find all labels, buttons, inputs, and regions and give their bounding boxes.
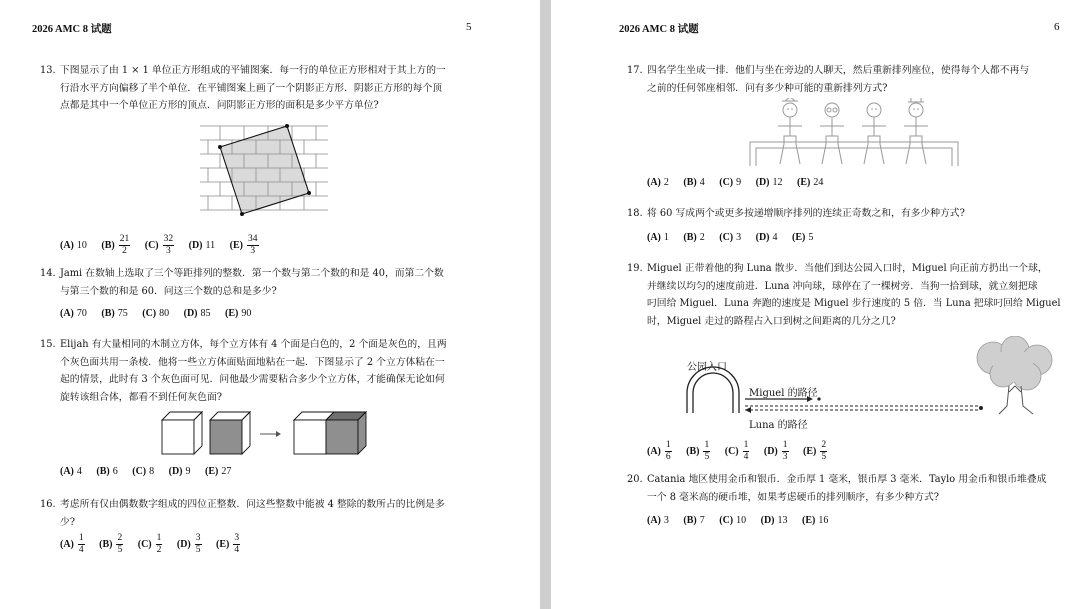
choice-d: (D) 12 [755, 177, 783, 188]
choice-b: (B) $\frac{21}{2}$ [101, 234, 130, 256]
choice-a: (A) 1 [647, 232, 669, 243]
question-18 [627, 205, 1067, 223]
question-text-line: 下图显示了由 1 × 1 单位正方形组成的平铺图案．每一行的单位正方形相对于其上方的一 [60, 65, 446, 76]
choice-e: (E) $\frac{3}{4}$ [216, 533, 240, 555]
question-text-line: 将 60 写成两个或更多按递增顺序排列的连续正奇数之和，有多少种方式? [647, 208, 965, 219]
fraction: $\frac{1}{2}$ [156, 533, 162, 555]
choice-b: (B) $\frac{1}{5}$ [686, 440, 710, 462]
fraction: $\frac{2}{5}$ [117, 533, 123, 555]
cubes-figure [158, 408, 373, 458]
question-14 [40, 265, 480, 300]
question-text-line: 行沿水平方向偏移了半个单位．在平铺图案上画了一个阴影正方形．阴影正方形的每个顶 [60, 82, 443, 94]
fraction: $\frac{34}{3}$ [248, 234, 258, 256]
question-number: 17. [627, 65, 643, 76]
choice-c: (C) 80 [142, 308, 170, 319]
question-text-line: Miguel 正带着他的狗 Luna 散步．当他们到达公园入口时，Miguel 向正前方扔出一个球， [647, 263, 1048, 274]
fraction: $\frac{1}{6}$ [665, 440, 671, 462]
choice-d: (D) 13 [760, 515, 788, 526]
choice-d: (D) 4 [755, 232, 778, 243]
choice-a: (A) 2 [647, 177, 669, 188]
page-6 [551, 0, 1080, 609]
answer-choices-20 [647, 515, 840, 526]
question-17 [627, 62, 1067, 97]
students-bench-figure [748, 98, 960, 168]
choice-b: (B) 75 [101, 308, 128, 319]
park-path-drawing [679, 336, 1059, 436]
question-text-line: 叼回给 Miguel．Luna 奔跑的速度是 Miguel 步行速度的 5 倍．当 Luna 把球叼回给 Miguel [647, 298, 1061, 309]
choice-a: (A) 10 [60, 239, 87, 251]
choice-c: (C) 10 [719, 515, 747, 526]
choice-b: (B) 4 [683, 177, 705, 188]
choice-e: (E) 5 [792, 232, 814, 243]
question-13 [40, 62, 480, 115]
tiling-figure [198, 118, 330, 222]
choice-c: (C) $\frac{1}{2}$ [137, 533, 162, 555]
fraction: $\frac{1}{4}$ [743, 440, 749, 462]
fraction: $\frac{3}{5}$ [195, 533, 201, 555]
choice-d: (D) 11 [188, 239, 216, 251]
question-text-line: Elijah 有大量相同的木制立方体，每个立方体有 4 个面是白色的，2 个面是灰色的，且两 [60, 339, 447, 350]
question-number: 14. [40, 268, 56, 279]
fraction: $\frac{2}{5}$ [821, 440, 827, 462]
question-number: 20. [627, 474, 643, 485]
question-text-line: 考虑所有仅由偶数数字组成的四位正整数．问这些整数中能被 4 整除的数所占的比例是多 [60, 499, 445, 510]
answer-choices-19 [647, 440, 839, 463]
choice-c: (C) $\frac{1}{4}$ [724, 440, 749, 462]
choice-b: (B) $\frac{2}{5}$ [99, 533, 123, 555]
question-text-line: Jami 在数轴上选取了三个等距排列的整数．第一个数与第二个数的和是 40，而第二个数 [60, 268, 444, 279]
choice-c: (C) 9 [719, 177, 742, 188]
question-text-line: 点都是其中一个单位正方形的顶点．问阴影正方形的面积是多少平方单位? [60, 100, 379, 111]
question-number: 13. [40, 65, 56, 76]
choice-a: (A) 70 [60, 308, 87, 319]
choice-b: (B) 2 [683, 232, 705, 243]
choice-e: (E) $\frac{2}{5}$ [803, 440, 827, 462]
question-19 [627, 260, 1072, 330]
fraction: $\frac{1}{3}$ [782, 440, 788, 462]
page-header: 2026 AMC 8 试题 [619, 24, 699, 35]
question-text-line: 一个 8 毫米高的硬币堆，如果考虑硬币的排列顺序，有多少种方式? [647, 491, 940, 503]
question-text-line: 起的情景，此时有 3 个灰色面可见．问他最少需要粘合多少个立方体，才能确保无论如何 [60, 374, 445, 385]
fraction: $\frac{1}{4}$ [78, 533, 84, 555]
park-path-figure [679, 336, 1059, 436]
choice-a: (A) $\frac{1}{4}$ [60, 533, 84, 555]
choice-c: (C) 3 [719, 232, 742, 243]
choice-b: (B) 6 [96, 466, 118, 477]
question-number: 15. [40, 339, 56, 350]
fraction: $\frac{3}{4}$ [234, 533, 240, 555]
question-text-line: 时，Miguel 走过的路程占入口到树之间距离的几分之几? [647, 315, 896, 327]
answer-choices-15 [60, 466, 243, 477]
choice-e: (E) 27 [205, 466, 232, 477]
choice-a: (A) $\frac{1}{6}$ [647, 440, 671, 462]
question-number: 18. [627, 208, 643, 219]
choice-d: (D) $\frac{3}{5}$ [176, 533, 201, 555]
page-number: 6 [1054, 21, 1060, 33]
answer-choices-16 [60, 533, 252, 556]
question-text-line: 并继续以均匀的速度前进．Luna 冲向球，球停在了一棵树旁．当狗一拾到球，就立刻把球 [647, 280, 1038, 292]
choice-e: (E) $\frac{34}{3}$ [229, 234, 258, 256]
fraction: $\frac{32}{3}$ [163, 234, 174, 256]
question-16 [40, 496, 480, 531]
question-text-line: 与第三个数的和是 60．问这三个数的总和是多少? [60, 285, 277, 297]
page-header: 2026 AMC 8 试题 [32, 24, 112, 35]
question-number: 16. [40, 499, 56, 510]
page-gutter [540, 0, 551, 609]
choice-c: (C) 8 [132, 466, 155, 477]
choice-d: (D) 85 [183, 308, 211, 319]
question-text-line: Catania 地区使用金币和银币．金币厚 1 毫米，银币厚 3 毫米．Taylo 用金币和银币堆叠成 [647, 474, 1047, 485]
question-15 [40, 336, 480, 406]
entrance-label: 公园入口 [687, 362, 727, 373]
choice-a: (A) 4 [60, 466, 82, 477]
choice-e: (E) 24 [797, 177, 824, 188]
choice-a: (A) 3 [647, 515, 669, 526]
miguel-path-label: Miguel 的路径 [749, 388, 818, 399]
question-text-line: 之前的任何邻座相邻．问有多少种可能的重新排列方式? [647, 82, 888, 94]
choice-d: (D) 9 [168, 466, 191, 477]
luna-path-label: Luna 的路径 [749, 420, 808, 431]
question-text-line: 旋转该组合体，都看不到任何灰色面? [60, 391, 223, 403]
choice-c: (C) $\frac{32}{3}$ [144, 234, 174, 256]
choice-d: (D) $\frac{1}{3}$ [763, 440, 788, 462]
page-number: 5 [466, 21, 472, 33]
question-20 [627, 471, 1072, 506]
answer-choices-13 [60, 234, 271, 257]
answer-choices-14 [60, 308, 263, 319]
question-text-line: 个灰色面共用一条棱．他将一些立方体面贴面地粘在一起．下图显示了 2 个立方体粘在一 [60, 356, 445, 368]
shaded-square [220, 126, 309, 214]
choice-e: (E) 16 [802, 515, 829, 526]
question-number: 19. [627, 263, 643, 274]
choice-b: (B) 7 [683, 515, 705, 526]
answer-choices-17 [647, 177, 835, 188]
choice-e: (E) 90 [225, 308, 252, 319]
fraction: $\frac{1}{5}$ [704, 440, 710, 462]
question-text-line: 四名学生坐成一排．他们与坐在旁边的人聊天，然后重新排列座位，使得每个人都不再与 [647, 65, 1030, 76]
answer-choices-18 [647, 232, 825, 243]
fraction: $\frac{21}{2}$ [119, 234, 130, 256]
question-text-line: 少? [60, 516, 76, 528]
